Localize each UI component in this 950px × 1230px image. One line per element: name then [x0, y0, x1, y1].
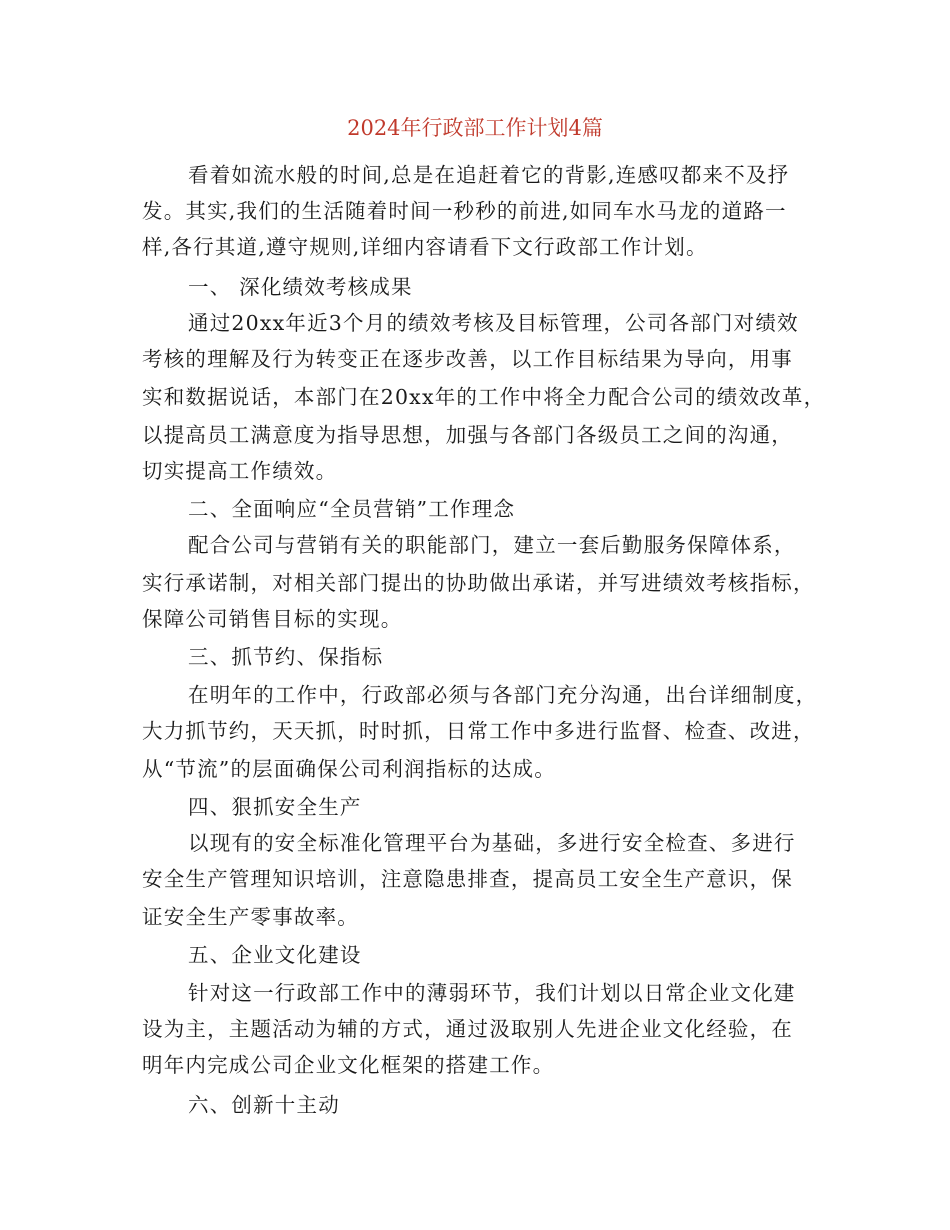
paragraph-line: 看着如流水般的时间,总是在追赶着它的背影,连感叹都来不及抒: [188, 163, 790, 187]
paragraph-line: 样,各行其道,遵守规则,详细内容请看下文行政部工作计划。: [142, 235, 708, 259]
paragraph-line: 设为主，主题活动为辅的方式，通过汲取别人先进企业文化经验，在: [142, 1017, 793, 1041]
paragraph-line: 发。其实,我们的生活随着时间一秒秒的前进,如同车水马龙的道路一: [142, 199, 787, 223]
section-heading: 一、 深化绩效考核成果: [188, 275, 413, 299]
section-heading: 五、企业文化建设: [188, 943, 362, 967]
paragraph-line: 保障公司销售目标的实现。: [142, 607, 403, 631]
paragraph-line: 实行承诺制，对相关部门提出的协助做出承诺，并写进绩效考核指标，: [142, 571, 815, 595]
paragraph-line: 证安全生产零事故率。: [142, 905, 359, 929]
paragraph-line: 明年内完成公司企业文化框架的搭建工作。: [142, 1053, 555, 1077]
section-heading: 六、创新十主动: [188, 1093, 340, 1117]
paragraph-line: 安全生产管理知识培训，注意隐患排查，提高员工安全生产意识，保: [142, 867, 793, 891]
paragraph-line: 通过20xx年近3个月的绩效考核及目标管理，公司各部门对绩效: [188, 311, 799, 335]
document-title: 2024年行政部工作计划4篇: [347, 116, 603, 140]
paragraph-line: 大力抓节约，天天抓，时时抓，日常工作中多进行监督、检查、改进，: [142, 719, 815, 743]
section-heading: 四、狠抓安全生产: [188, 795, 362, 819]
paragraph-line: 在明年的工作中，行政部必须与各部门充分沟通，出台详细制度，: [188, 683, 818, 707]
paragraph-line: 以现有的安全标准化管理平台为基础，多进行安全检查、多进行: [188, 831, 796, 855]
section-heading: 三、抓节约、保指标: [188, 645, 384, 669]
paragraph-line: 考核的理解及行为转变正在逐步改善，以工作目标结果为导向，用事: [142, 347, 793, 371]
paragraph-line: 切实提高工作绩效。: [142, 459, 338, 483]
section-heading: 二、全面响应“全员营销”工作理念: [188, 497, 516, 521]
paragraph-line: 针对这一行政部工作中的薄弱环节，我们计划以日常企业文化建: [188, 981, 796, 1005]
paragraph-line: 配合公司与营销有关的职能部门，建立一套后勤服务保障体系，: [188, 533, 796, 557]
paragraph-line: 从“节流”的层面确保公司利润指标的达成。: [142, 757, 556, 781]
paragraph-line: 实和数据说话，本部门在20xx年的工作中将全力配合公司的绩效改革，: [142, 385, 826, 409]
paragraph-line: 以提高员工满意度为指导思想，加强与各部门各级员工之间的沟通，: [142, 423, 793, 447]
